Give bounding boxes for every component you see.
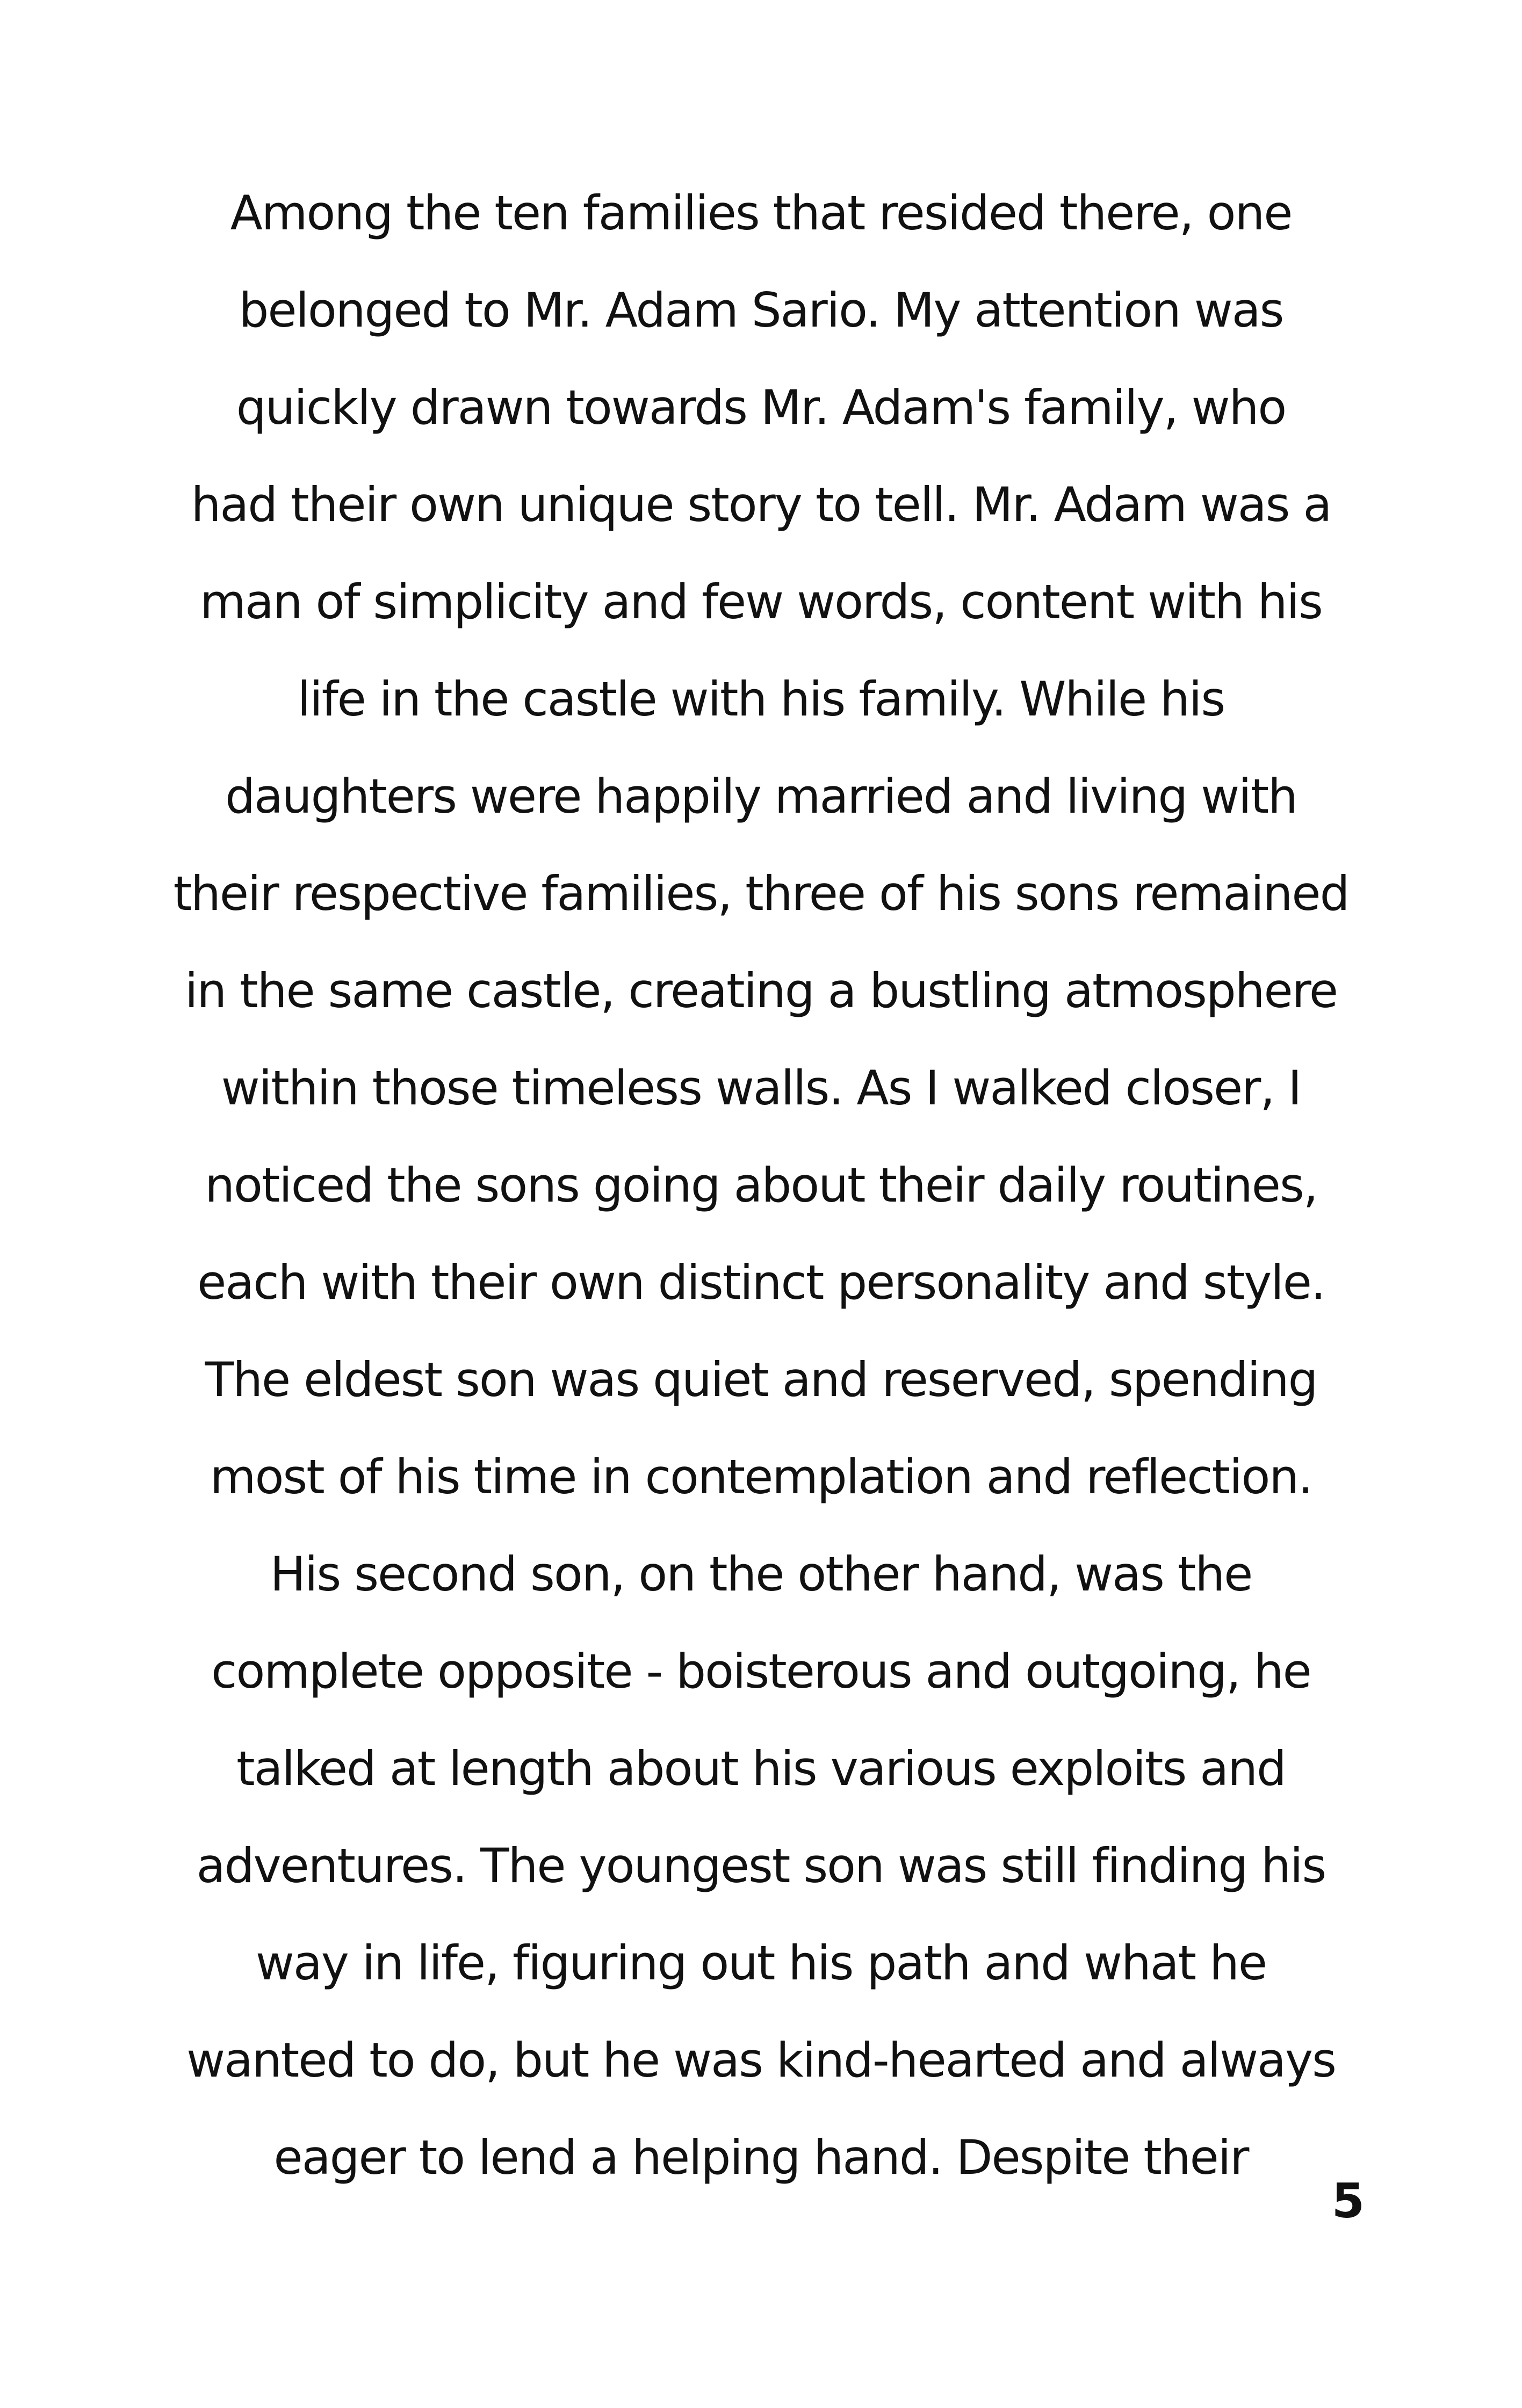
text-line: Among the ten families that resided there, one bbox=[230, 185, 1292, 241]
text-line: within those timeless walls. As I walked closer, I bbox=[221, 1060, 1301, 1116]
text-line: The eldest son was quiet and reserved, spending bbox=[205, 1352, 1317, 1407]
page-number: 5 bbox=[1331, 2173, 1365, 2229]
text-line: daughters were happily married and living with bbox=[225, 769, 1297, 824]
text-line: eager to lend a helping hand. Despite their bbox=[273, 2130, 1249, 2185]
text-line: noticed the sons going about their daily routines, bbox=[205, 1158, 1317, 1213]
text-line: most of his time in contemplation and reflection. bbox=[210, 1449, 1312, 1505]
text-line: each with their own distinct personality and style. bbox=[197, 1255, 1325, 1310]
text-line: belonged to Mr. Adam Sario. My attention was bbox=[239, 283, 1283, 338]
text-line: His second son, on the other hand, was the bbox=[270, 1546, 1252, 1602]
text-line: wanted to do, but he was kind-hearted and always bbox=[186, 2033, 1336, 2088]
text-line: life in the castle with his family. While his bbox=[297, 671, 1225, 727]
text-line: quickly drawn towards Mr. Adam's family, who bbox=[236, 380, 1286, 435]
text-line: adventures. The youngest son was still finding his bbox=[196, 1838, 1326, 1893]
text-line: had their own unique story to tell. Mr. Adam was a bbox=[191, 477, 1331, 532]
text-line: their respective families, three of his sons remained bbox=[173, 866, 1349, 921]
text-line: man of simplicity and few words, content with his bbox=[200, 574, 1322, 630]
text-line: talked at length about his various exploits and bbox=[236, 1741, 1286, 1796]
body-paragraph bbox=[161, 164, 1361, 2206]
text-line: in the same castle, creating a bustling atmosphere bbox=[184, 963, 1338, 1018]
text-line: complete opposite - boisterous and outgoing, he bbox=[211, 1644, 1311, 1699]
text-line: way in life, figuring out his path and what he bbox=[255, 1935, 1267, 1991]
